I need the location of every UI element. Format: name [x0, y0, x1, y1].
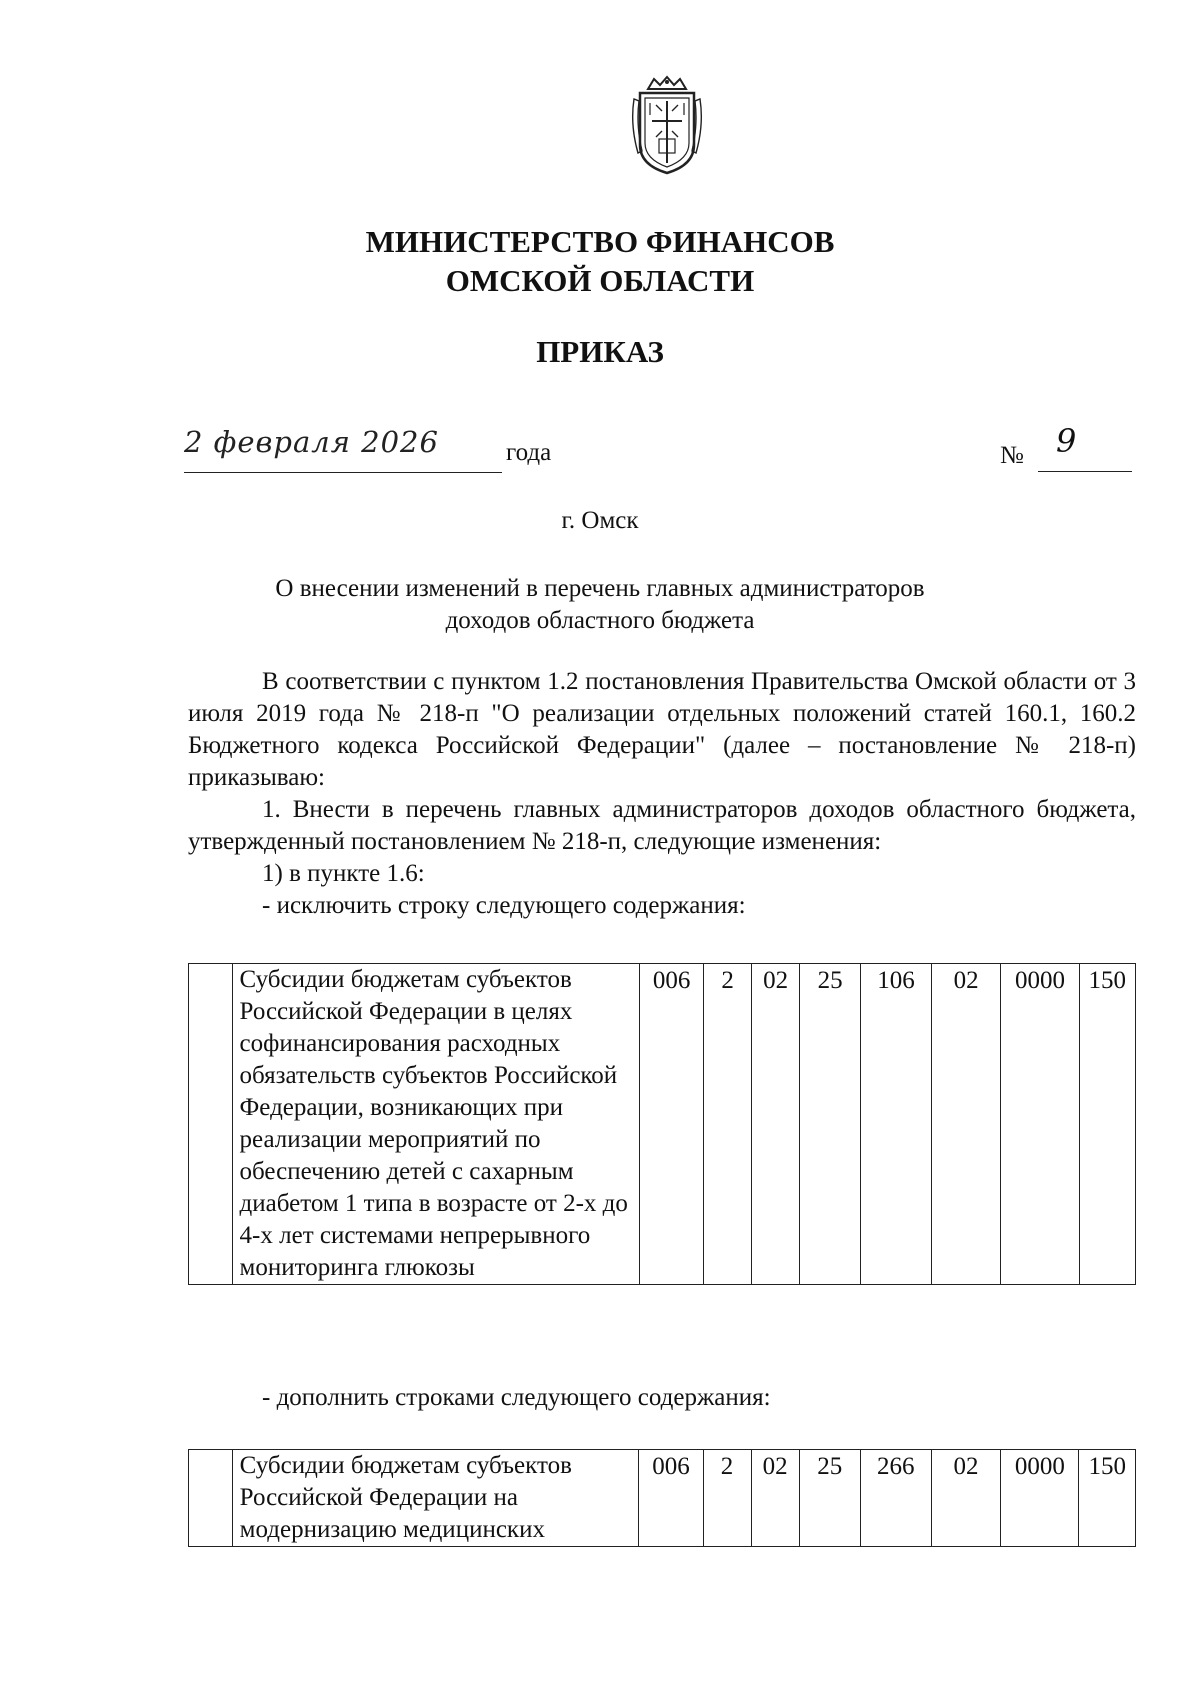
date-line: [184, 425, 604, 475]
handwritten-number: 9: [1056, 422, 1077, 460]
table-cell-name: Субсидии бюджетам субъектов Российской Федерации в целях софинансирования расходных обязательств субъектов Российской Федерации, возникающих при реализации мероприятий по обеспечению детей с сахарным диабетом 1 типа в возрасте от 2-х до 4-х лет системами непрерывного мониторинга глюкозы: [232, 964, 639, 1285]
table-cell-name: Субсидии бюджетам субъектов Российской Федерации на модернизацию медицинских: [232, 1450, 639, 1547]
table-cell-code: 02: [751, 1450, 799, 1547]
number-underline: [1038, 471, 1132, 472]
coat-of-arms-emblem: [628, 75, 706, 175]
table-cell-code: 2: [703, 1450, 751, 1547]
table-cell-code: 25: [800, 964, 861, 1285]
subject-line2: доходов областного бюджета: [445, 607, 755, 634]
table-cell-code: 150: [1079, 1450, 1136, 1547]
table-row: [189, 1450, 1136, 1547]
table-cell-code: 0000: [1001, 964, 1079, 1285]
table-cell-code: 106: [861, 964, 932, 1285]
document-type: ПРИКАЗ: [536, 334, 664, 369]
added-row-table: [188, 1449, 1136, 1547]
handwritten-date: 2 февраля 2026: [184, 425, 439, 459]
table-cell-code: 25: [799, 1450, 860, 1547]
subject-line1: О внесении изменений в перечень главных администраторов: [275, 575, 925, 602]
removed-row-table: [188, 963, 1136, 1285]
table-cell-code: 0000: [1001, 1450, 1079, 1547]
table-cell-code: 02: [931, 1450, 1001, 1547]
table-cell-blank: [189, 964, 233, 1285]
table-cell-code: 150: [1079, 964, 1135, 1285]
table-cell-code: 02: [751, 964, 799, 1285]
paragraph-item-1: 1. Внести в перечень главных администраторов доходов областного бюджета, утвержденный постановлением № 218-п, следующие изменения:: [188, 796, 1136, 855]
date-underline: [184, 472, 502, 473]
table-cell-code: 02: [931, 964, 1001, 1285]
table-cell-blank: [189, 1450, 233, 1547]
table-cell-code: 266: [860, 1450, 931, 1547]
paragraph-subitem-1: 1) в пункте 1.6:: [262, 860, 425, 887]
document-subject: [250, 573, 950, 637]
number-label: №: [1000, 442, 1024, 469]
paragraph-preamble: В соответствии с пунктом 1.2 постановления Правительства Омской области от 3 июля 2019 года № 218-п "О реализации отдельных положений статей 160.1, 160.2 Бюджетного кодекса Российской Федерации" (далее – постановление № 218-п) приказываю:: [188, 668, 1136, 791]
date-suffix: года: [506, 439, 552, 466]
table-cell-code: 006: [639, 1450, 703, 1547]
document-body: [188, 666, 1136, 922]
coat-of-arms-icon: [628, 75, 706, 175]
table-cell-code: 006: [640, 964, 704, 1285]
paragraph-add: - дополнить строками следующего содержания:: [262, 1384, 771, 1411]
ministry-title-line1: МИНИСТЕРСТВО ФИНАНСОВ: [365, 224, 835, 259]
paragraph-exclude: - исключить строку следующего содержания:: [262, 892, 746, 919]
ministry-title-line2: ОМСКОЙ ОБЛАСТИ: [445, 263, 755, 298]
table-row: [189, 964, 1136, 1285]
city: г. Омск: [561, 507, 639, 534]
table-cell-code: 2: [704, 964, 752, 1285]
ministry-title: [300, 222, 900, 300]
